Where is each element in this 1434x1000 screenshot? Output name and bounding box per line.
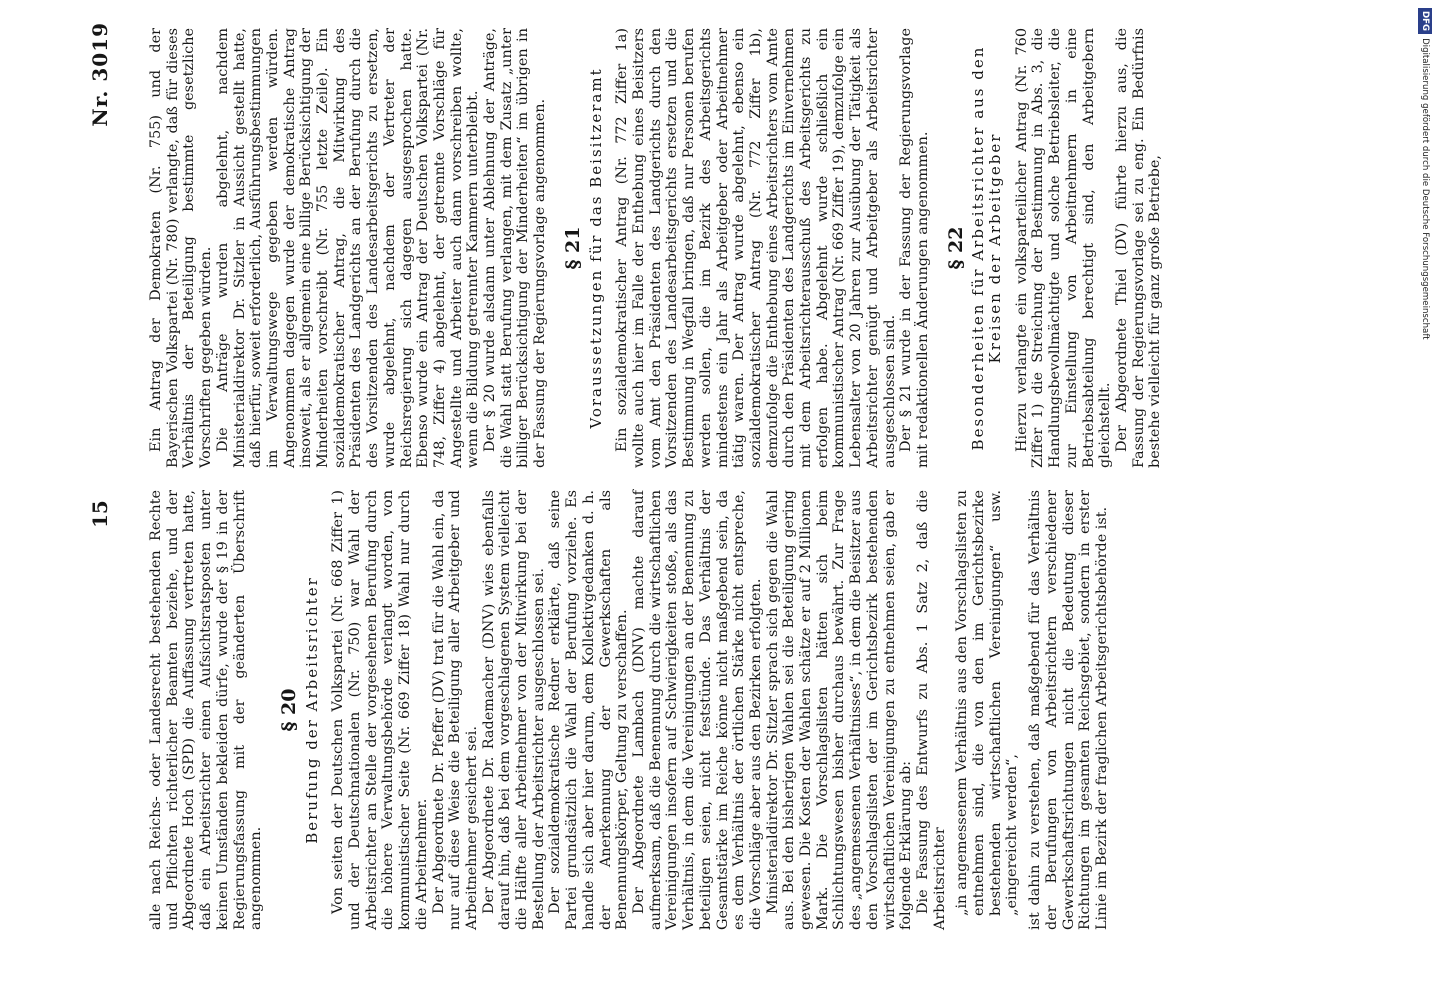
rotated-page-content xyxy=(80,10,1370,950)
block-quote: „in angemessenem Verhältnis aus den Vorschlagslisten zu entnehmen sind, die von den im Gerichtsbezirke bestehenden wirtschaftlichen Vereinigungen“ usw. „eingereicht werden“, xyxy=(954,490,1021,916)
paragraph: alle nach Reichs- oder Landesrecht bestehenden Rechte und Pflichten richterlicher Beamten beziehe, und der Abgeordnete Hoch (SPD) die Auffassung vertreten hatte, daß ein Arbeitsrichter einen Aufsichtsratsposten unter keinen Umständen bekleiden dürfe, wurde der § 19 in der Regierungsfassung mit der geänderten Überschrift angenommen. xyxy=(148,490,265,930)
paragraph: Ministerialdirektor Dr. Sitzler sprach sich gegen die Wahl aus. Bei den bisherigen Wahlen sei die Beteiligung gering gewesen. Die Kosten der Wahlen schätze er auf 2 Millionen Mark. Die Vorschlagslisten hätten sich beim Schlichtungswesen bisher durchaus bewährt. Zur Frage des „angemessenen Verhältnisses“, in dem die Beisitzer aus den Vorschlagslisten der im Gerichtsbezirk bestehenden wirtschaftlichen Vereinigungen zu entnehmen seien, gab er folgende Erklärung ab: xyxy=(764,490,915,930)
scanned-page xyxy=(80,10,1370,950)
paragraph: Der Abgeordnete Lambach (DNV) machte darauf aufmerksam, daß die Benennung durch die wirtschaftlichen Vereinigungen insofern auf Schwierigkeiten stoße, als das Verhältnis, in dem die Vereinigungen an der Benennung zu beteiligen seien, nicht feststünde. Das Verhältnis der Gesamtstärke im Reiche könne nicht maßgebend sein, da es dem Verhältnis der örtlichen Stärke nicht entspreche, die Vorschläge aber aus den Bezirken erfolgten. xyxy=(630,490,764,930)
section-heading-20: § 20 xyxy=(277,688,300,732)
paragraph: Die Anträge wurden abgelehnt, nachdem Ministerialdirektor Dr. Sitzler in Aussicht gestellt hatte, daß hierfür, soweit erforderlich, Ausführungsbestimmungen im Verwaltungswege gegeben werden würden. Angenommen dagegen wurde der demokratische Antrag insoweit, als er allgemein eine billige Berücksichtigung der Minderheiten vorschreibt (Nr. 755 letzte Zeile). Ein sozialdemokratischer Antrag, die Mitwirkung des Präsidenten des Landgerichts an der Berufung durch die des Vorsitzenden des Landesarbeitsgerichts zu ersetzen, wurde abgelehnt, nachdem der Vertreter der Reichsregierung sich dagegen ausgesprochen hatte. Ebenso wurde ein Antrag der Deutschen Volkspartei (Nr. 748, Ziffer 4) abgelehnt, der getrennte Vorschläge für Angestellte und Arbeiter auch dann vorschreiben wollte, wenn die Bildung getrennter Kammern unterbleibt. xyxy=(214,28,482,468)
section-heading-22: § 22 xyxy=(944,226,967,270)
paragraph: ist dahin zu verstehen, daß maßgebend für das Verhältnis der Berufungen von Arbeitsrichtern verschiedener Gewerkschaftsrichtungen nicht die Bedeutung dieser Richtungen im gesamten Reichsgebiet, sondern in erster Linie im Bezirk der fraglichen Arbeitsgerichtsbehörde ist. xyxy=(1027,490,1110,930)
credit-text: Digitalisierung gefördert durch die Deutsche Forschungsgemeinschaft xyxy=(1420,38,1430,340)
paragraph: Hierzu verlangte ein volksparteilicher Antrag (Nr. 760 Ziffer 1) die Streichung der Bestimmung in Abs. 3, die Handlungsbevollmächtigte und solche Betriebsleiter, die zur Einstellung von Arbeitnehmern in eine Betriebsabteilung berechtigt sind, den Arbeitgebern gleichstellt. xyxy=(1013,28,1114,468)
paragraph: Die Fassung des Entwurfs zu Abs. 1 Satz 2, daß die Arbeitsrichter xyxy=(914,490,948,930)
document-number: Nr. 3019 xyxy=(88,22,112,127)
dfg-logo: DFG xyxy=(1418,8,1432,34)
credit-line xyxy=(1418,8,1432,992)
paragraph: Der Abgeordnete Thiel (DV) führte hierzu aus, die Fassung der Regierungsvorlage sei zu eng. Ein Bedürfnis bestehe vielleicht für ganz große Betriebe, xyxy=(1113,28,1164,468)
paragraph: Ein Antrag der Demokraten (Nr. 755) und der Bayerischen Volkspartei (Nr. 780) verlangte, daß für dieses Verhältnis der Beteiligung bestimmte gesetzliche Vorschriften gegeben würden. xyxy=(148,28,215,468)
paragraph: Der sozialdemokratische Redner erklärte, daß seine Partei grundsätzlich die Wahl der Berufung vorziehe. Es handle sich aber hier darum, dem Kollektivgedanken d. h. der Anerkennung der Gewerkschaften als Benennungskörper, Geltung zu verschaffen. xyxy=(547,490,631,930)
paragraph: Der § 21 wurde in der Fassung der Regierungsvorlage mit redaktionellen Änderungen angenommen. xyxy=(898,28,931,468)
right-column xyxy=(148,28,1164,468)
page-number: 15 xyxy=(88,500,112,528)
paragraph: Der § 20 wurde alsdann unter Ablehnung der Anträge, die Wahl statt Berufung verlangen, mit dem Zusatz „unter billiger Berücksichtigung der Minderheiten“ im übrigen in der Fassung der Regierungsvorlage angenommen. xyxy=(482,28,549,468)
paragraph: Der Abgeordnete Dr. Rademacher (DNV) wies ebenfalls darauf hin, daß bei dem vorgeschlagenen System vielleicht die Hälfte aller Arbeitnehmer von der Mitwirkung bei der Bestellung der Arbeitsrichter ausgeschlossen sei. xyxy=(480,490,547,930)
left-column xyxy=(148,490,1111,930)
section-title-20: Berufung der Arbeitsrichter xyxy=(302,576,321,844)
paragraph: Der Abgeordnete Dr. Pfeffer (DV) trat für die Wahl ein, da nur auf diese Weise die Beteiligung aller Arbeitgeber und Arbeitnehmer gesichert sei. xyxy=(430,490,480,930)
section-title-21: Voraussetzungen für das Beisitzeramt xyxy=(586,67,605,429)
paragraph: Von seiten der Deutschen Volkspartei (Nr. 668 Ziffer 1) und der Deutschnationalen (Nr. 750) war Wahl der Arbeitsrichter an Stelle der vorgesehenen Berufung durch die höhere Verwaltungsbehörde verlangt worden, von kommunistischer Seite (Nr. 669 Ziffer 18) Wahl nur durch die Arbeitnehmer. xyxy=(330,490,430,930)
section-title-22: Besonderheiten für Arbeitsrichter aus den Kreisen der Arbeitgeber xyxy=(969,45,1005,451)
paragraph: Ein sozialdemokratischer Antrag (Nr. 772 Ziffer 1a) wollte auch hier im Falle der Enthebung eines Beisitzers vom Amt den Präsidenten des Landgerichts durch den Vorsitzenden des Landesarbeitsgerichts ersetzen und die Bestimmung in Wegfall bringen, daß nur Personen berufen werden sollen, die im Bezirk des Arbeitsgerichts mindestens ein Jahr als Arbeitgeber oder Arbeitnehmer tätig waren. Der Antrag wurde abgelehnt, ebenso ein sozialdemokratischer Antrag (Nr. 772 Ziffer 1b), demzufolge die Enthebung eines Arbeitsrichters vom Amte durch den Präsidenten des Landgerichts im Einvernehmen mit dem Arbeitsrichterausschuß des Arbeitsgerichts zu erfolgen habe. Abgelehnt wurde schließlich ein kommunistischer Antrag (Nr. 669 Ziffer 19), demzufolge ein Lebensalter von 20 Jahren zur Ausübung der Tätigkeit als Arbeitsrichter genügt und Arbeitgeber als Arbeitsrichter ausgeschlossen sind. xyxy=(614,28,898,468)
digitization-credit xyxy=(1420,8,1434,992)
section-heading-21: § 21 xyxy=(561,226,584,270)
